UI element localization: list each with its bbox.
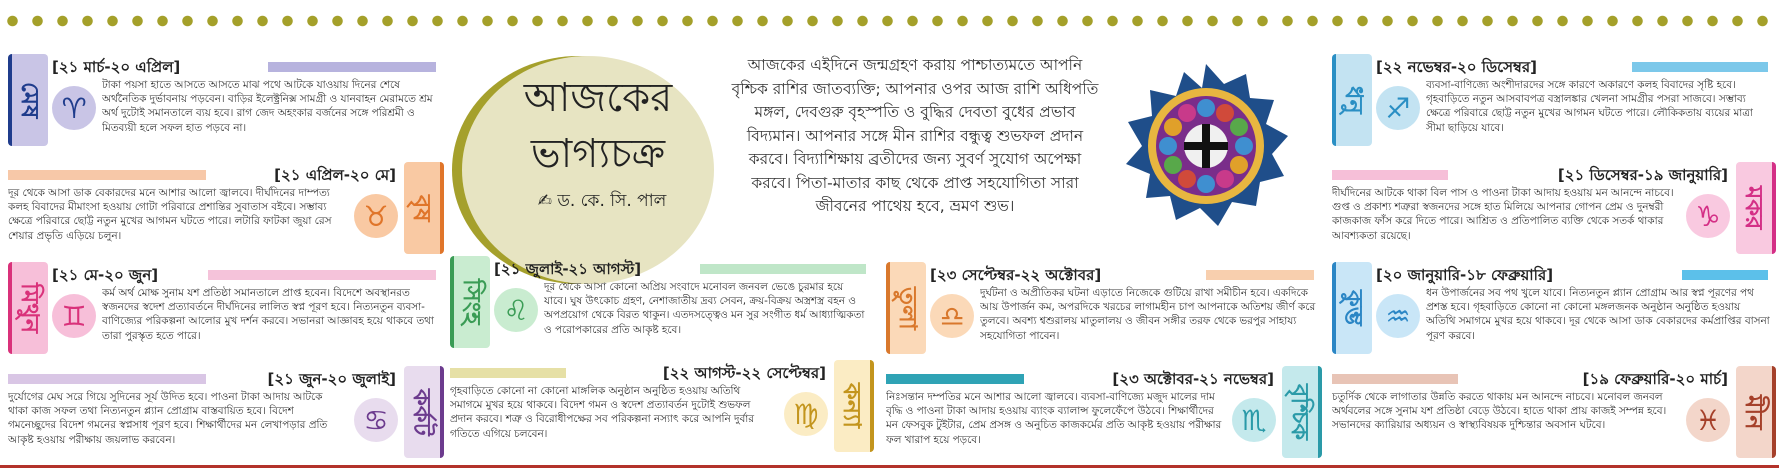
sign-name: বৃষ: [404, 162, 444, 254]
sign-header-bar: [1332, 170, 1448, 180]
title-line-1: আজকের: [523, 75, 673, 121]
author-byline: [512, 188, 692, 216]
sign-card-kumbha: [1332, 262, 1772, 358]
sign-prediction: দুর্যোগের মেঘ সরে গিয়ে সুদিনের সূর্য উদিত হবে। পাওনা টাকা আদায় আটকে থাকা কাজ সফল তথা নিত্যনতুন প্ল্যান প্রোগ্রাম বাস্তবায়িত হবে। বিদেশ গমনেচ্ছুদের বিদেশ গমনের স্বপ্নসাধ পূরণ হবে। শিক্ষার্থীদের মন লেখাপড়ার প্রতি আকৃষ্ট হওয়ায় পরীক্ষায় জয়লাভ করবেন।: [8, 391, 328, 446]
sign-prediction: চতুর্দিক থেকে লাগাতার উন্নতি করতে থাকায় মন আনন্দে নাচবে। মনোবল জনবল অর্থবলের সঙ্গে সুনাম যশ প্রতিষ্ঠা বেড়ে উঠবে। হাতে থাকা প্রায় কাজই সম্পন্ন হবে। সভানদের ক্যারিয়ার অধ্যয়ন ও স্বাস্থ্যবিষয়ক দুশ্চিন্তার অবসান ঘটবে।: [1332, 391, 1667, 432]
sign-header-bar: [1632, 62, 1768, 72]
sign-name: কন্যা: [834, 360, 874, 452]
sign-dates: [২১ জুন-২০ জুলাই]: [267, 370, 396, 388]
sign-dates: [২১ মে-২০ জুন]: [52, 266, 159, 284]
pisces-icon: ♓: [1686, 398, 1730, 442]
sagittarius-icon: ♐: [1376, 86, 1420, 130]
sign-card-makar: [1332, 162, 1772, 258]
sign-prediction: ধন উপার্জনের সব পথ খুলে যাবে। নিত্যনতুন প্ল্যান প্রোগ্রাম আর স্বপ্ন পূরণের পথ প্রশস্ত হবে। গৃহবাড়িতে কোনো না কোনো মঙ্গলজনক অনুষ্ঠান অনুষ্ঠিত হওয়ায় অতিথি সমাগমে মুখর হয়ে থাকবে। দূর থেকে আসা ডাক বেকারদের কর্মপ্রাপ্তির বাসনা পূরণ করবে।: [1426, 287, 1770, 342]
sign-header-bar: [8, 170, 206, 180]
sign-header-bar: [208, 270, 436, 280]
sign-prediction: দূর থেকে আসা ডাক বেকারদের মনে আশার আলো জ্বালবে। দীর্ঘদিনের দাম্পত্য কলহ বিবাদের মীমাংসা হওয়ায় গোটা পরিবারে প্রশান্তির সুবাতাস বইবে। সম্ভাব্য ক্ষেত্রে পরিবারে ছোট্ট নতুন মুখের আগমন ঘটতে পারে। লটারি ফাটকা জুয়া রেস শেয়ার প্রভৃতি এড়িয়ে চলুন।: [8, 187, 332, 242]
sign-card-meen: [1332, 366, 1772, 462]
sign-name: মেষ: [8, 54, 48, 146]
virgo-icon: ♍: [784, 392, 828, 436]
bottom-rule: [0, 465, 1779, 468]
sign-card-singha: [450, 256, 870, 352]
sign-header-bar: [1206, 270, 1314, 280]
aquarius-icon: ♒: [1376, 294, 1420, 338]
title-line-2: ভাগ্যচক্র: [530, 131, 666, 177]
capricorn-icon: ♑: [1686, 194, 1730, 238]
sign-prediction: ব্যবসা-বাণিজ্যে অংশীদারদের সঙ্গে কারণে অকারণে কলহ বিবাদের সৃষ্টি হবে। গৃহবাড়িতে নতুন আসবাবপত্র বস্ত্রালঙ্কার খেলনা সামগ্রীর পসরা সাজবে। সম্ভাব্য ক্ষেত্রে পরিবারে ছোট্ট নতুন মুখের আগমন ঘটতে পারে। লৌকিকতায় ব্যয়ের মাত্রা সীমা ছাড়িয়ে যাবে।: [1426, 79, 1753, 134]
sign-prediction: দূর থেকে আসা কোনো অপ্রিয় সংবাদে মনোবল জনবল ভেঙে চুরমার হয়ে যাবে। ঘুষ উৎকোচ গ্রহণ, নেশাজাতীয় দ্রব্য সেবন, ক্রয়-বিক্রয় অস্ত্রশস্ত্র বহন ও অপপ্রয়োগ থেকে বিরত থাকুন। এতদসত্ত্বেও মন সুর সংগীত ধর্ম আধ্যাত্মিকতা ও পরোপকারের প্রতি আকৃষ্ট হবে।: [544, 281, 865, 336]
sign-dates: [২২ আগস্ট-২২ সেপ্টেম্বর]: [662, 364, 826, 382]
pen-icon: ✍: [537, 191, 552, 211]
zodiac-wheel-icon: [1122, 62, 1290, 230]
sign-dates: [২১ এপ্রিল-২০ মে]: [274, 166, 396, 184]
leo-icon: ♌: [494, 288, 538, 332]
sign-card-tula: [886, 262, 1318, 358]
sign-name: বৃশ্চিক: [1282, 366, 1322, 458]
sign-dates: [২৩ সেপ্টেম্বর-২২ অক্টোবর]: [930, 266, 1102, 284]
sign-card-brishchik: [886, 366, 1318, 462]
sign-prediction: দুর্ঘটনা ও অপ্রীতিকর ঘটনা এড়াতে নিজেকে গুটিয়ে রাখা সমীচীন হবে। একদিকে আয় উপার্জন কম, অপরদিকে খরচের লাগামহীন চাপ আপনাকে অতিশয় জীর্ণ করে তুলবে। অবশ্য শ্বশুরালয় মাতুলালয় ও জীবন সঙ্গীর তরফ থেকে ভরপুর সাহায্য সহযোগিতা পাবেন।: [980, 287, 1316, 342]
cancer-icon: ♋: [354, 398, 398, 442]
sign-header-bar: [886, 374, 1024, 384]
sign-prediction: নিঃসন্তান দম্পতির মনে আশার আলো জ্বালবে। ব্যবসা-বাণিজ্যে মজুদ মালের দাম বৃদ্ধি ও পাওনা টাকা আদায় হওয়ায় ব্যাংক ব্যালান্স ফুলেফেঁপে উঠবে। শিক্ষার্থীদের মন ফেসবুক টুইটার, প্রেম প্রসঙ্গ ও অনুচিত কাজকর্মের প্রতি আকৃষ্ট হওয়ায় পরীক্ষার ফল খারাপ হয়ে পড়বে।: [886, 391, 1222, 446]
sign-header-bar: [268, 62, 436, 72]
sign-header-bar: [1682, 270, 1768, 280]
libra-icon: ♎: [930, 294, 974, 338]
sign-card-mithun: [8, 262, 440, 358]
page-title: [498, 70, 698, 182]
sign-name: কর্কট: [404, 366, 444, 458]
gemini-icon: ♊: [52, 294, 96, 338]
sign-card-dhanu: [1332, 54, 1772, 150]
sign-header-bar: [1332, 374, 1458, 384]
aries-icon: ♈: [52, 86, 96, 130]
sign-prediction: কর্ম অর্থ মোক্ষ সুনাম যশ প্রতিষ্ঠা সমানতালে প্রাপ্ত হবেন। বিদেশে অবস্থানরত স্বজনদের স্বদেশ প্রত্যাবর্তনে দীর্ঘদিনের লালিত স্বপ্ন পূরণ হবে। নিত্যনতুন ব্যবসা-বাণিজ্যের পরিকল্পনা আলোর মুখ দর্শন করবে। সভানরা আজ্ঞাবহ হয়ে থাকবে তথা তারা পুরস্কৃত হতে পারে।: [102, 287, 434, 342]
sign-dates: [১৯ ফেব্রুয়ারি-২০ মার্চ]: [1582, 370, 1728, 388]
sign-name: মীন: [1736, 366, 1776, 458]
sign-header-bar: [700, 264, 866, 274]
sign-dates: [২২ নভেম্বর-২০ ডিসেম্বর]: [1376, 58, 1537, 76]
sign-prediction: টাকা পয়সা হাতে আসতে আসতে মাঝ পথে আটকে যাওয়ায় দিনের শেষে অর্থনৈতিক দুর্ভাবনায় পড়বেন। বাড়ির ইলেক্ট্রনিক্স সামগ্রী ও যানবাহন মেরামতে শ্রম অর্থ দুটোই সমানতালে ব্যয় হবে। রাগ জেদ অহংকার বর্জনের সঙ্গে পরিশ্রমী ও মিতব্যয়ী হলে সফল হাত পড়বে না।: [102, 79, 433, 134]
sign-name: মকর: [1736, 162, 1776, 254]
sign-dates: [২০ জানুয়ারি-১৮ ফেব্রুয়ারি]: [1376, 266, 1554, 284]
sign-name: কুম্ভ: [1332, 262, 1372, 354]
author-name: ড. কে. সি. পাল: [557, 191, 667, 211]
sign-prediction: দীর্ঘদিনের আটকে থাকা বিল পাস ও পাওনা টাকা আদায় হওয়ায় মন আনন্দে নাচবে। গুপ্ত ও প্রকাশ্য শত্রুরা স্বজনদের সঙ্গে হাত মিলিয়ে আপনার গোপন প্রেম ও দুনম্বরী কাজকাজ ফাঁস করে দিতে পারে। আশ্রিত ও প্রতিপালিত ব্যক্তি থেকে সতর্ক থাকার আবশ্যকতা রয়েছে।: [1332, 187, 1674, 242]
sign-card-kanya: [450, 360, 870, 456]
intro-paragraph: আজকের এইদিনে জন্মগ্রহণ করায় পাশ্চাত্যমতে আপনি বৃশ্চিক রাশির জাতব্যক্তি; আপনার ওপর আজ রাশি অধিপতি মঙ্গল, দেবগুরু বৃহস্পতি ও বুদ্ধির দেবতা বুধের প্রভাব বিদ্যমান। আপনার সঙ্গে মীন রাশির বন্ধুত্ব শুভফল প্রদান করবে। বিদ্যাশিক্ষায় ব্রতীদের জন্য সুবর্ণ সুযোগ অপেক্ষা করবে। পিতা-মাতার কাছ থেকে প্রাপ্ত সহযোগিতা সারা জীবনের পাথেয় হবে, ভ্রমণ শুভ।: [731, 56, 1099, 215]
sign-card-mesh: [8, 54, 440, 150]
sign-dates: [২১ মার্চ-২০ এপ্রিল]: [52, 58, 181, 76]
sign-name: তুলা: [886, 262, 926, 354]
sign-card-brish: [8, 162, 440, 258]
sign-card-karkat: [8, 366, 440, 462]
sign-header-bar: [450, 368, 566, 378]
sign-header-bar: [8, 374, 206, 384]
sign-name: ধনু: [1332, 54, 1372, 146]
taurus-icon: ♉: [354, 194, 398, 238]
sign-name: সিংহ: [450, 256, 490, 348]
dotted-border: [0, 14, 1779, 28]
sign-prediction: গৃহবাড়িতে কোনো না কোনো মাঙ্গলিক অনুষ্ঠান অনুষ্ঠিত হওয়ায় অতিথি সমাগমে মুখর হয়ে থাকবে। বিদেশ গমন ও স্বদেশ প্রত্যাবর্তন দুটোই শুভফল প্রদান করবে। শত্রু ও বিরোধীপক্ষের সব পরিকল্পনা নস্যাৎ করে আপনি দুর্বার গতিতে এগিয়ে চলবেন।: [450, 385, 754, 440]
scorpio-icon: ♏: [1232, 398, 1276, 442]
sign-dates: [২১ ডিসেম্বর-১৯ জানুয়ারি]: [1557, 166, 1728, 184]
sign-dates: [২৩ অক্টোবর-২১ নভেম্বর]: [1112, 370, 1274, 388]
sign-dates: [২১ জুলাই-২১ আগস্ট]: [494, 260, 642, 278]
sign-name: মিথুন: [8, 262, 48, 354]
